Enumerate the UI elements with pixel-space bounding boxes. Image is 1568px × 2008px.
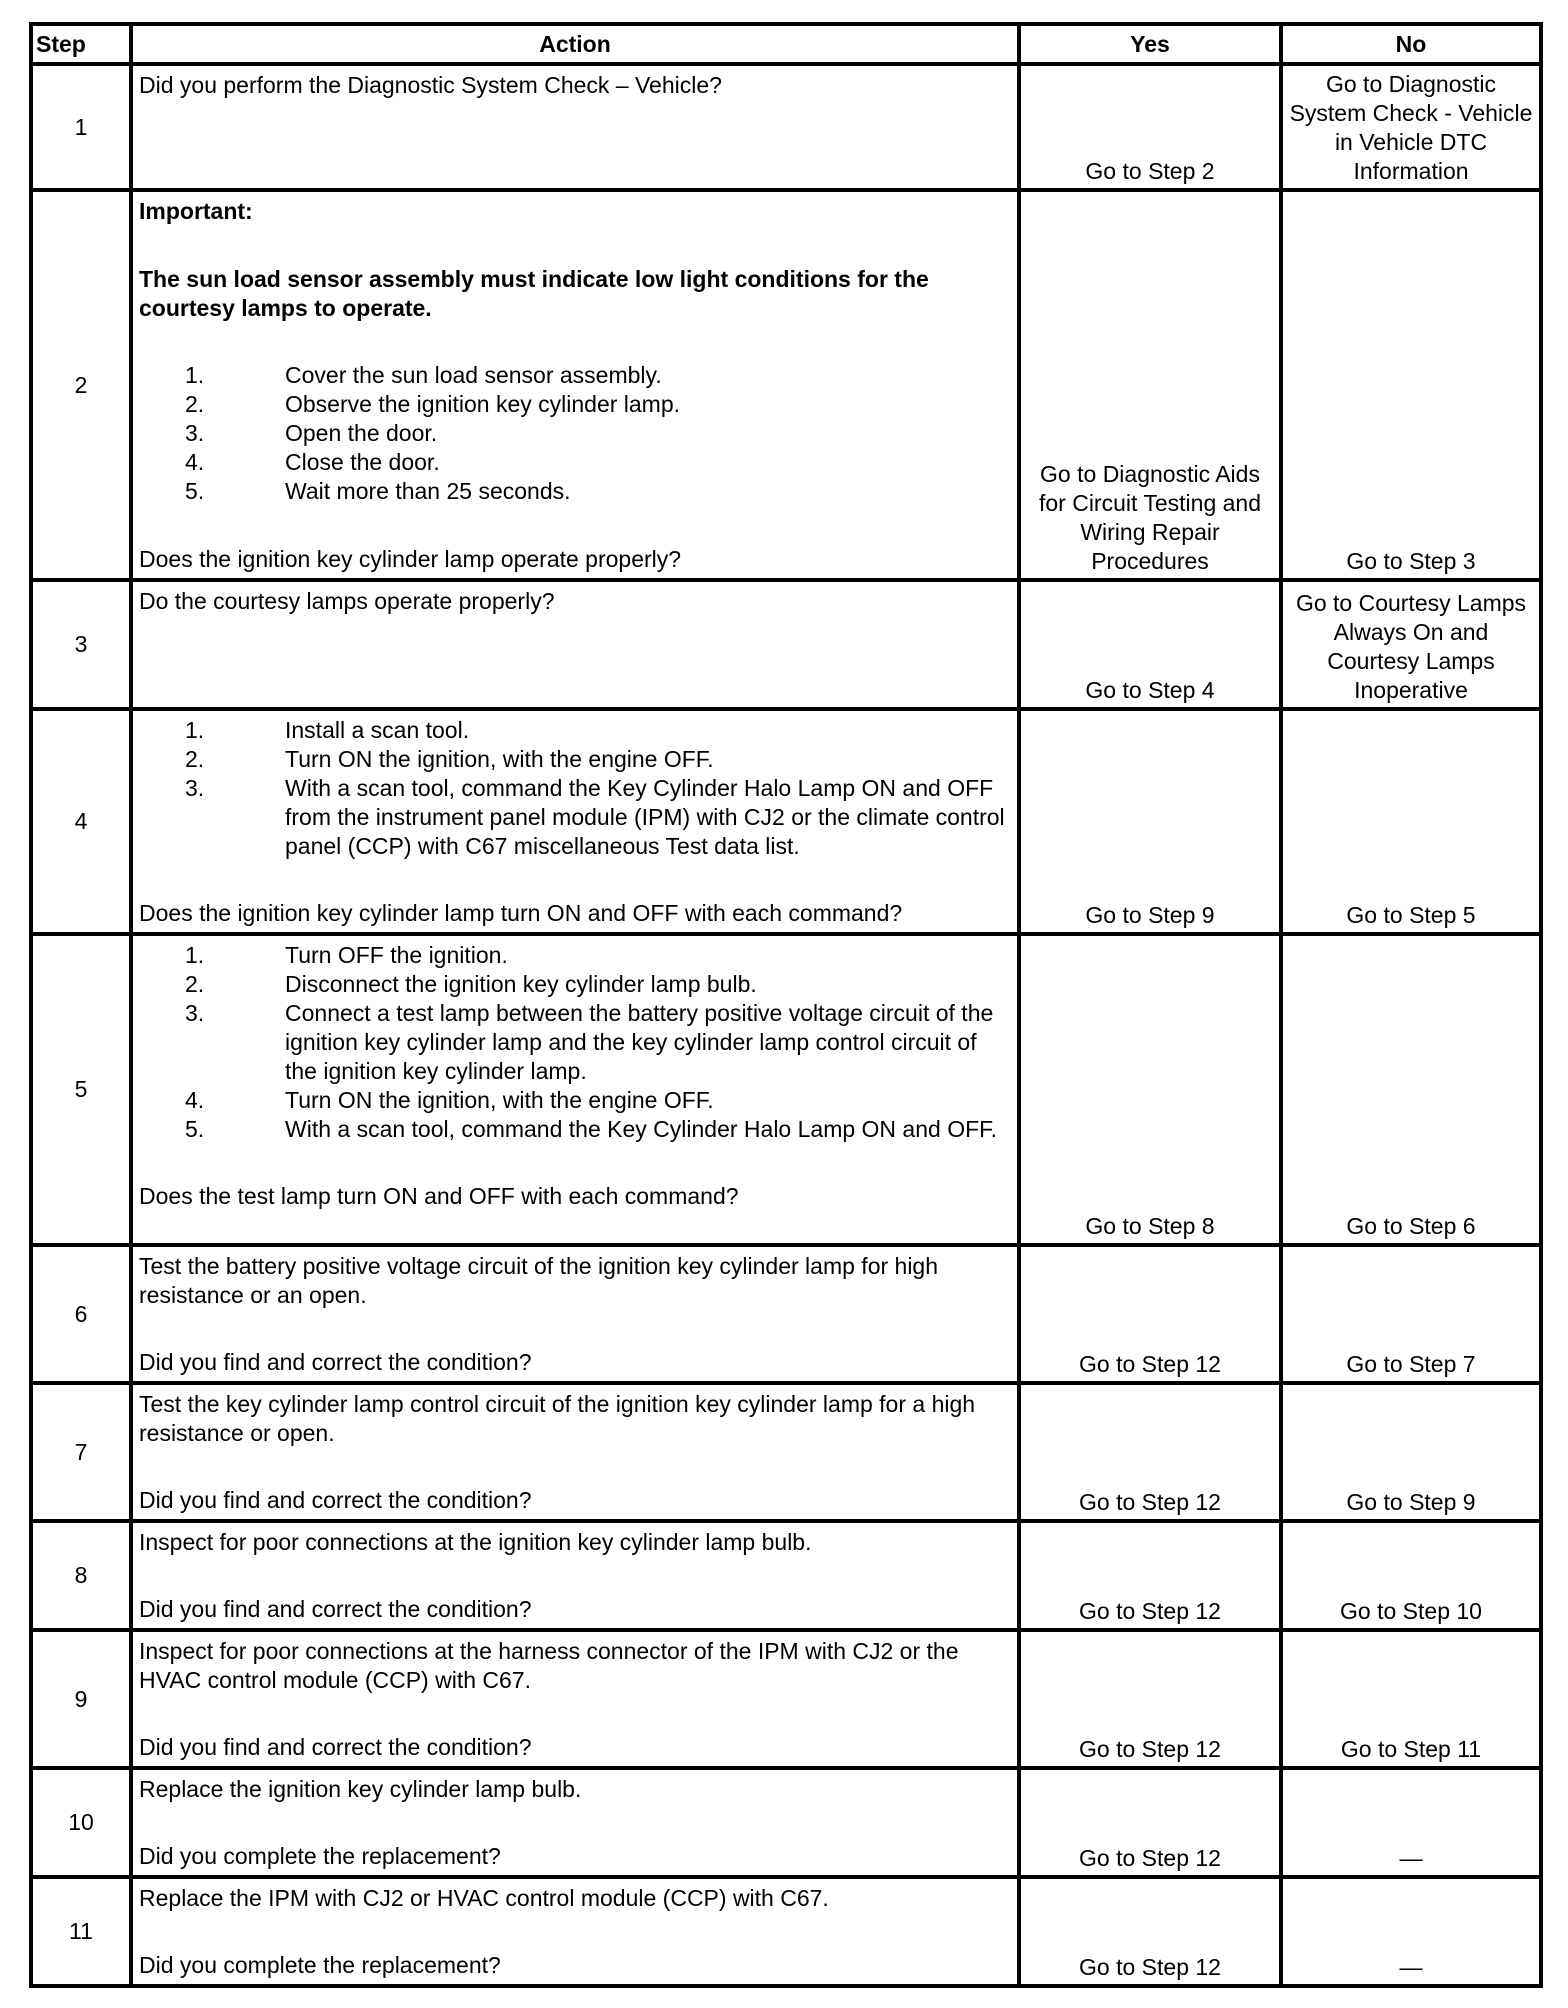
list-item: 1. Turn OFF the ignition.: [185, 942, 508, 968]
question-text: Did you find and correct the condition?: [139, 1487, 532, 1513]
action-cell: [131, 190, 1019, 580]
step-list: [139, 941, 1013, 1144]
step-number: 7: [31, 1383, 131, 1521]
diagnostic-table: [29, 22, 1543, 1988]
list-item: 3. Open the door.: [185, 420, 438, 446]
step-number: 2: [31, 190, 131, 580]
yes-cell: Go to Step 12: [1019, 1383, 1281, 1521]
yes-cell: Go to Step 12: [1019, 1521, 1281, 1630]
list-item: 2. Turn ON the ignition, with the engine OFF.: [185, 746, 714, 772]
action-text: Inspect for poor connections at the harness connector of the IPM with CJ2 or the HVAC control module (CCP) with C67.: [139, 1638, 959, 1693]
table-row: [31, 1630, 1541, 1768]
action-text: Do the courtesy lamps operate properly?: [139, 588, 555, 614]
table-row: [31, 1383, 1541, 1521]
diagnostic-table-page: [29, 22, 1539, 1988]
table-row: [31, 64, 1541, 190]
step-number: 6: [31, 1245, 131, 1383]
list-item: 5. With a scan tool, command the Key Cylinder Halo Lamp ON and OFF.: [185, 1116, 998, 1142]
question-text: Did you complete the replacement?: [139, 1952, 501, 1978]
step-number: 5: [31, 934, 131, 1245]
yes-cell: Go to Step 9: [1019, 709, 1281, 934]
action-text: Did you perform the Diagnostic System Check – Vehicle?: [139, 72, 722, 98]
yes-cell: Go to Step 12: [1019, 1877, 1281, 1986]
table-row: [31, 1877, 1541, 1986]
action-cell: [131, 709, 1019, 934]
yes-cell: Go to Step 8: [1019, 934, 1281, 1245]
step-list: [139, 716, 1013, 861]
question-text: Does the ignition key cylinder lamp turn ON and OFF with each command?: [139, 900, 903, 926]
question-text: Did you find and correct the condition?: [139, 1734, 532, 1760]
step-number: 10: [31, 1768, 131, 1877]
list-item: 2. Observe the ignition key cylinder lamp.: [185, 391, 681, 417]
no-cell: —: [1281, 1877, 1541, 1986]
no-cell: Go to Step 11: [1281, 1630, 1541, 1768]
header-row: [31, 24, 1541, 64]
list-item: 3. Connect a test lamp between the battery positive voltage circuit of the ignition key cylinder lamp and the key cylinder lamp control circuit of the ignition key cylinder lamp.: [185, 1000, 994, 1084]
action-cell: [131, 64, 1019, 190]
list-item: 2. Disconnect the ignition key cylinder lamp bulb.: [185, 971, 757, 997]
table-row: [31, 190, 1541, 580]
yes-cell: Go to Step 12: [1019, 1245, 1281, 1383]
step-number: 8: [31, 1521, 131, 1630]
step-number: 11: [31, 1877, 131, 1986]
yes-cell: Go to Step 2: [1019, 64, 1281, 190]
question-text: Did you find and correct the condition?: [139, 1349, 532, 1375]
action-cell: [131, 1383, 1019, 1521]
yes-cell: Go to Diagnostic Aids for Circuit Testing and Wiring Repair Procedures: [1019, 190, 1281, 580]
header-yes: Yes: [1019, 24, 1281, 64]
yes-cell: Go to Step 12: [1019, 1630, 1281, 1768]
important-label: Important:: [139, 198, 253, 224]
action-cell: [131, 1877, 1019, 1986]
step-number: 3: [31, 580, 131, 709]
no-cell: Go to Step 7: [1281, 1245, 1541, 1383]
action-text: Test the key cylinder lamp control circuit of the ignition key cylinder lamp for a high resistance or open.: [139, 1391, 976, 1446]
action-text: Replace the ignition key cylinder lamp bulb.: [139, 1776, 582, 1802]
question-text: Does the ignition key cylinder lamp operate properly?: [139, 546, 682, 572]
yes-cell: Go to Step 12: [1019, 1768, 1281, 1877]
action-cell: [131, 580, 1019, 709]
table-row: [31, 709, 1541, 934]
table-row: [31, 1768, 1541, 1877]
action-text: Inspect for poor connections at the ignition key cylinder lamp bulb.: [139, 1529, 812, 1555]
no-cell: Go to Step 6: [1281, 934, 1541, 1245]
no-cell: Go to Step 5: [1281, 709, 1541, 934]
table-row: [31, 1245, 1541, 1383]
no-cell: Go to Courtesy Lamps Always On and Courtesy Lamps Inoperative: [1281, 580, 1541, 709]
action-cell: [131, 1768, 1019, 1877]
important-text: The sun load sensor assembly must indicate low light conditions for the courtesy lamps to operate.: [139, 266, 929, 321]
no-cell: Go to Step 3: [1281, 190, 1541, 580]
action-text: Replace the IPM with CJ2 or HVAC control module (CCP) with C67.: [139, 1885, 829, 1911]
list-item: 1. Install a scan tool.: [185, 717, 470, 743]
list-item: 1. Cover the sun load sensor assembly.: [185, 362, 662, 388]
table-row: [31, 934, 1541, 1245]
question-text: Does the test lamp turn ON and OFF with each command?: [139, 1183, 739, 1209]
header-no: No: [1281, 24, 1541, 64]
question-text: Did you complete the replacement?: [139, 1843, 501, 1869]
no-cell: Go to Diagnostic System Check - Vehicle in Vehicle DTC Information: [1281, 64, 1541, 190]
question-text: Did you find and correct the condition?: [139, 1596, 532, 1622]
list-item: 4. Close the door.: [185, 449, 440, 475]
no-cell: —: [1281, 1768, 1541, 1877]
step-list: [139, 361, 1013, 506]
action-cell: [131, 1521, 1019, 1630]
action-cell: [131, 1245, 1019, 1383]
header-step: Step: [31, 24, 131, 64]
table-row: [31, 1521, 1541, 1630]
list-item: 4. Turn ON the ignition, with the engine OFF.: [185, 1087, 714, 1113]
header-action: Action: [131, 24, 1019, 64]
yes-cell: Go to Step 4: [1019, 580, 1281, 709]
step-number: 9: [31, 1630, 131, 1768]
action-text: Test the battery positive voltage circuit of the ignition key cylinder lamp for high resistance or an open.: [139, 1253, 939, 1308]
action-cell: [131, 934, 1019, 1245]
step-number: 1: [31, 64, 131, 190]
no-cell: Go to Step 10: [1281, 1521, 1541, 1630]
action-cell: [131, 1630, 1019, 1768]
table-row: [31, 580, 1541, 709]
list-item: 3. With a scan tool, command the Key Cylinder Halo Lamp ON and OFF from the instrument panel module (IPM) with CJ2 or the climate control panel (CCP) with C67 miscellaneous Test data list.: [185, 775, 1005, 859]
list-item: 5. Wait more than 25 seconds.: [185, 478, 571, 504]
no-cell: Go to Step 9: [1281, 1383, 1541, 1521]
step-number: 4: [31, 709, 131, 934]
